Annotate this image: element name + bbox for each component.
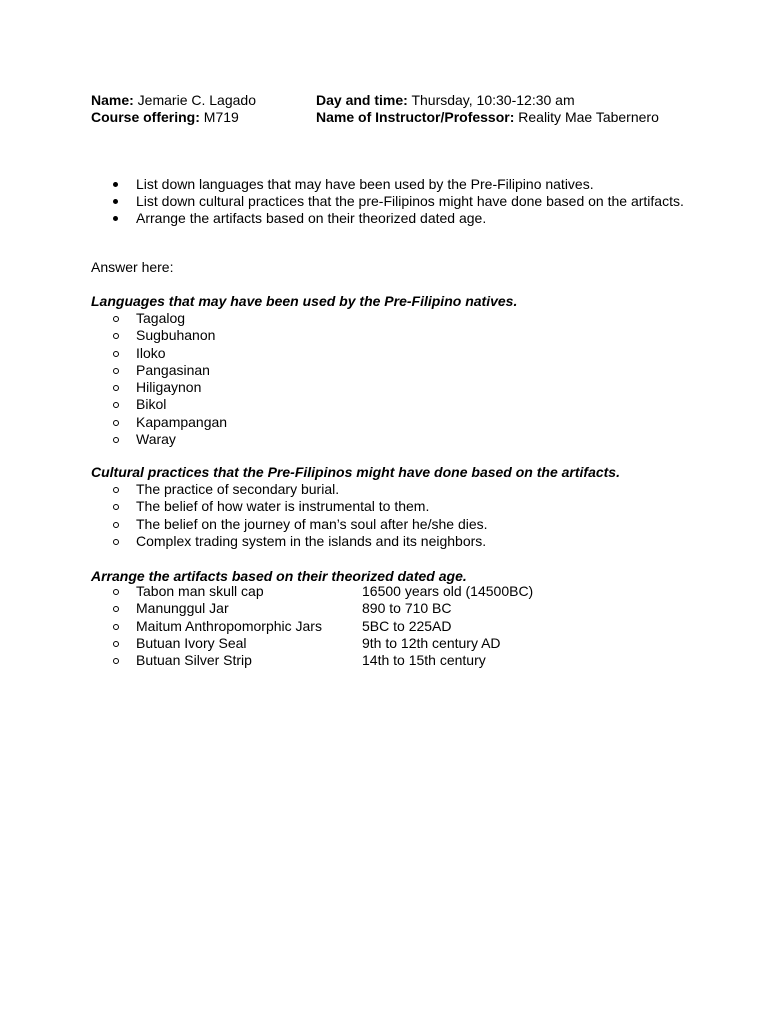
artifact-name: Butuan Silver Strip [136,652,252,669]
artifacts-list [91,583,534,669]
circle-bullet-icon [113,351,119,357]
instructor [316,109,659,126]
practices-list [91,481,488,550]
circle-bullet-icon [113,333,119,339]
circle-bullet-icon [113,504,119,510]
course-offering [91,109,239,126]
list-item: The belief of how water is instrumental to them. [91,498,488,515]
instruction-item: Arrange the artifacts based on their theorized dated age. [91,210,684,227]
list-item: The practice of secondary burial. [91,481,488,498]
list-item: Hiligaynon [91,379,227,396]
list-item: Sugbuhanon [91,327,227,344]
list-item: The belief on the journey of man’s soul after he/she dies. [91,516,488,533]
bullet-dot-icon [113,199,118,204]
artifact-row [91,652,486,669]
circle-bullet-icon [113,624,119,630]
list-item: Waray [91,431,227,448]
artifact-row [91,617,452,635]
artifact-date: 14th to 15th century [362,652,486,669]
languages-list [91,310,227,448]
artifact-row [91,583,534,600]
circle-bullet-icon [113,487,119,493]
instructions-list [91,176,684,227]
artifact-row [91,600,452,617]
artifact-date: 9th to 12th century AD [362,634,501,651]
artifact-name: Manunggul Jar [136,600,229,617]
artifact-name: Butuan Ivory Seal [136,634,247,651]
student-name [91,92,256,109]
day-value: Thursday, 10:30-12:30 am [407,92,575,108]
artifact-date: 890 to 710 BC [362,600,452,617]
languages-heading: Languages that may have been used by the Pre-Filipino natives. [91,293,518,309]
answer-label: Answer here: [91,259,174,275]
artifact-date: 5BC to 225AD [362,617,452,634]
circle-bullet-icon [113,641,119,647]
circle-bullet-icon [113,606,119,612]
list-item: Tagalog [91,310,227,327]
instruction-item: List down languages that may have been used by the Pre-Filipino natives. [91,176,684,193]
circle-bullet-icon [113,385,119,391]
instructor-value: Reality Mae Tabernero [514,109,659,125]
bullet-dot-icon [113,216,118,221]
day-and-time [316,92,575,109]
name-value: Jemarie C. Lagado [133,92,256,108]
circle-bullet-icon [113,420,119,426]
course-label: Course offering: [91,109,200,125]
name-label: Name: [91,92,134,108]
list-item: Pangasinan [91,362,227,379]
circle-bullet-icon [113,437,119,443]
list-item: Bikol [91,396,227,413]
artifact-name: Maitum Anthropomorphic Jars [136,617,322,634]
artifact-name: Tabon man skull cap [136,583,264,599]
circle-bullet-icon [113,522,119,528]
bullet-dot-icon [113,182,118,187]
list-item: Iloko [91,345,227,362]
circle-bullet-icon [113,589,119,595]
circle-bullet-icon [113,539,119,545]
course-value: M719 [199,109,239,125]
artifacts-heading: Arrange the artifacts based on their theorized dated age. [91,568,467,584]
list-item: Complex trading system in the islands and its neighbors. [91,533,488,550]
circle-bullet-icon [113,402,119,408]
circle-bullet-icon [113,658,119,664]
list-item: Kapampangan [91,414,227,431]
circle-bullet-icon [113,368,119,374]
circle-bullet-icon [113,316,119,322]
artifact-date: 16500 years old (14500BC) [362,583,534,599]
day-label: Day and time: [316,92,408,108]
instruction-item: List down cultural practices that the pre-Filipinos might have done based on the artifacts. [91,193,684,210]
artifact-row [91,634,501,652]
practices-heading: Cultural practices that the Pre-Filipinos might have done based on the artifacts. [91,464,620,480]
instructor-label: Name of Instructor/Professor: [316,109,515,125]
